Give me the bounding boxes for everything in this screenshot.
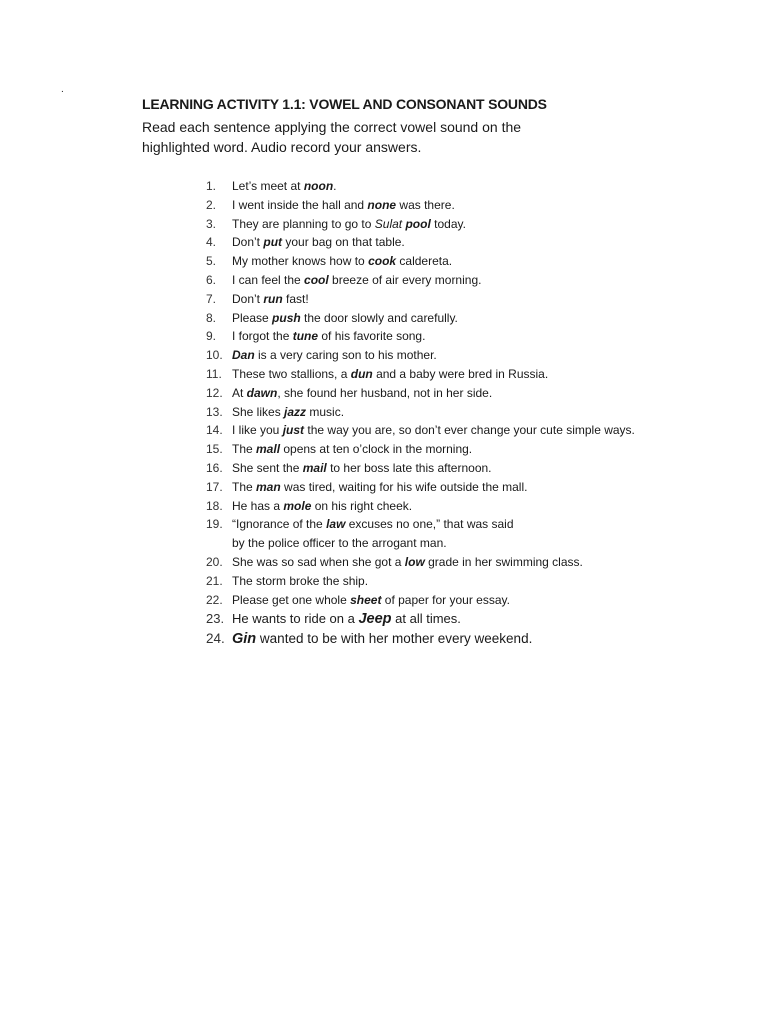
item-sentence bbox=[232, 459, 492, 478]
highlighted-word: cool bbox=[304, 272, 329, 287]
sentence-text: was tired, waiting for his wife outside the mall. bbox=[280, 479, 528, 494]
sentence-text: fast! bbox=[282, 291, 309, 306]
sentence-text: Please get one whole bbox=[232, 592, 351, 607]
item-number: 12. bbox=[206, 385, 223, 400]
item-sentence bbox=[232, 572, 368, 591]
sentence-text: She likes bbox=[232, 404, 285, 419]
item-sentence bbox=[232, 271, 481, 290]
sentence-text: The bbox=[232, 479, 257, 494]
list-item bbox=[206, 515, 635, 534]
item-sentence bbox=[232, 629, 532, 649]
sentence-text: grade in her swimming class. bbox=[424, 554, 583, 569]
item-sentence bbox=[232, 365, 548, 384]
item-number: 13. bbox=[206, 404, 223, 419]
sentence-text: is a very caring son to his mother. bbox=[254, 348, 437, 363]
sentence-text: your bag on that table. bbox=[282, 235, 405, 250]
instructions: Read each sentence applying the correct vowel sound on the highlighted word. Audio record your answers. bbox=[142, 119, 522, 155]
sentence-text: caldereta. bbox=[396, 254, 453, 269]
list-item bbox=[206, 629, 635, 649]
list-item bbox=[206, 196, 635, 215]
sentence-text: These two stallions, a bbox=[232, 366, 351, 381]
item-sentence bbox=[232, 177, 337, 196]
list-item bbox=[206, 290, 635, 309]
highlighted-word: Jeep bbox=[358, 611, 392, 628]
sentence-text: Let’s meet at bbox=[232, 179, 304, 193]
sentence-text: At bbox=[232, 385, 247, 400]
item-number: 3. bbox=[206, 216, 217, 231]
highlighted-word: run bbox=[263, 291, 283, 306]
highlighted-word: Dan bbox=[232, 348, 255, 363]
activity-title: LEARNING ACTIVITY 1.1: VOWEL AND CONSONANT SOUNDS bbox=[142, 96, 547, 112]
item-number: 14. bbox=[206, 423, 223, 438]
item-number: 6. bbox=[206, 272, 217, 287]
item-number: 10. bbox=[206, 348, 223, 363]
list-item bbox=[206, 553, 635, 572]
item-number: 9. bbox=[206, 329, 217, 344]
list-item bbox=[206, 309, 635, 328]
item-sentence bbox=[232, 421, 635, 440]
item-sentence bbox=[232, 327, 425, 346]
highlighted-word: dawn bbox=[246, 385, 278, 400]
item-sentence bbox=[232, 252, 452, 271]
sentence-text: excuses no one,” that was said bbox=[345, 517, 514, 532]
list-item bbox=[206, 233, 635, 252]
sentence-text: Don’t bbox=[232, 291, 264, 306]
sentence-text: breeze of air every morning. bbox=[328, 272, 482, 287]
highlighted-word: put bbox=[263, 235, 283, 250]
sentence-text: I forgot the bbox=[232, 329, 293, 344]
sentence-text: was there. bbox=[396, 197, 455, 212]
item-number: 15. bbox=[206, 442, 223, 457]
page-marker: . bbox=[61, 84, 64, 95]
highlighted-word: none bbox=[367, 197, 397, 212]
item-number: 20. bbox=[206, 554, 223, 569]
item-sentence bbox=[232, 215, 466, 234]
sentence-text: Don’t bbox=[232, 235, 264, 250]
highlighted-word: push bbox=[272, 310, 301, 325]
sentence-text: The bbox=[232, 442, 257, 457]
list-item bbox=[206, 215, 635, 234]
item-number: 17. bbox=[206, 479, 223, 494]
item-number: 5. bbox=[206, 254, 217, 269]
list-item bbox=[206, 497, 635, 516]
highlighted-word: law bbox=[326, 517, 346, 532]
list-item bbox=[206, 346, 635, 365]
item-sentence bbox=[232, 384, 492, 403]
list-item bbox=[206, 271, 635, 290]
list-item bbox=[206, 421, 635, 440]
list-item bbox=[206, 177, 635, 196]
item-sentence bbox=[232, 478, 527, 497]
list-item bbox=[206, 459, 635, 478]
item-number: 23. bbox=[206, 611, 225, 627]
item-sentence bbox=[232, 534, 447, 553]
item-sentence bbox=[232, 553, 583, 572]
sentence-text: The storm broke the ship. bbox=[232, 573, 369, 588]
item-sentence bbox=[232, 497, 412, 516]
sentence-text: My mother knows how to bbox=[232, 254, 369, 269]
sentence-text: I like you bbox=[232, 423, 283, 438]
sentence-text: to her boss late this afternoon. bbox=[326, 460, 492, 475]
sentence-text: wanted to be with her mother every weekend. bbox=[256, 631, 533, 647]
sentence-text: She was so sad when she got a bbox=[232, 554, 405, 569]
sentence-text: of his favorite song. bbox=[318, 329, 426, 344]
item-sentence bbox=[232, 403, 344, 422]
sentence-list bbox=[206, 177, 635, 649]
sentence-text: on his right cheek. bbox=[311, 498, 413, 513]
highlighted-word: sheet bbox=[350, 592, 382, 607]
sentence-text: of paper for your essay. bbox=[381, 592, 510, 607]
sentence-text: the way you are, so don’t ever change your cute simple ways. bbox=[304, 423, 635, 438]
sentence-text: I can feel the bbox=[232, 272, 305, 287]
highlighted-word: cook bbox=[368, 254, 397, 269]
item-sentence bbox=[232, 233, 405, 252]
sentence-text: , she found her husband, not in her side. bbox=[277, 385, 493, 400]
list-item bbox=[206, 591, 635, 610]
item-sentence bbox=[232, 346, 437, 365]
item-number: 24. bbox=[206, 631, 225, 647]
item-number: 7. bbox=[206, 291, 217, 306]
sentence-text: They are planning to go to bbox=[232, 216, 375, 231]
list-item bbox=[206, 365, 635, 384]
item-sentence bbox=[232, 309, 458, 328]
item-sentence bbox=[232, 515, 514, 534]
sentence-text: She sent the bbox=[232, 460, 303, 475]
list-item bbox=[206, 440, 635, 459]
list-item bbox=[206, 572, 635, 591]
item-sentence bbox=[232, 290, 309, 309]
item-number: 4. bbox=[206, 235, 217, 250]
highlighted-word: jazz bbox=[284, 404, 307, 419]
item-number: 18. bbox=[206, 498, 223, 513]
item-number: 19. bbox=[206, 517, 223, 532]
sentence-text: “Ignorance of the bbox=[232, 517, 327, 532]
sentence-text: by the police officer to the arrogant man. bbox=[232, 536, 447, 551]
list-item bbox=[206, 478, 635, 497]
highlighted-word: mall bbox=[256, 442, 281, 457]
item-sentence bbox=[232, 196, 455, 215]
highlighted-word: tune bbox=[292, 329, 319, 344]
sentence-text: and a baby were bred in Russia. bbox=[372, 366, 549, 381]
item-number: 8. bbox=[206, 310, 217, 325]
highlighted-word: mail bbox=[302, 460, 327, 475]
list-item bbox=[206, 403, 635, 422]
list-item bbox=[206, 609, 635, 629]
sentence-text: I went inside the hall and bbox=[232, 197, 368, 212]
item-number: 16. bbox=[206, 460, 223, 475]
sentence-text: He has a bbox=[232, 498, 284, 513]
highlighted-word: dun bbox=[350, 366, 373, 381]
sentence-text: He wants to ride on a bbox=[232, 611, 359, 627]
item-sentence bbox=[232, 440, 472, 459]
highlighted-word: just bbox=[282, 423, 305, 438]
list-item bbox=[206, 252, 635, 271]
item-number: 21. bbox=[206, 573, 223, 588]
italic-word: Sulat bbox=[374, 216, 403, 231]
sentence-text: at all times. bbox=[391, 611, 461, 627]
sentence-text: opens at ten o’clock in the morning. bbox=[280, 442, 473, 457]
highlighted-word: mole bbox=[283, 498, 312, 513]
item-number: 11. bbox=[206, 366, 222, 381]
item-number: 22. bbox=[206, 592, 223, 607]
list-item bbox=[206, 384, 635, 403]
list-item bbox=[206, 327, 635, 346]
sentence-text: the door slowly and carefully. bbox=[300, 310, 458, 325]
highlighted-word: Gin bbox=[232, 631, 257, 648]
sentence-text: music. bbox=[306, 404, 345, 419]
highlighted-word: man bbox=[256, 479, 281, 494]
highlighted-word: noon bbox=[303, 179, 334, 193]
sentence-text: Please bbox=[232, 310, 273, 325]
item-sentence bbox=[232, 609, 461, 629]
item-number: 1. bbox=[206, 179, 217, 193]
item-number: 2. bbox=[206, 197, 217, 212]
highlighted-word: pool bbox=[405, 216, 431, 231]
sentence-text: . bbox=[333, 179, 337, 193]
item-sentence bbox=[232, 591, 510, 610]
list-item-continuation bbox=[206, 534, 635, 553]
highlighted-word: low bbox=[404, 554, 425, 569]
sentence-text: today. bbox=[430, 216, 466, 231]
